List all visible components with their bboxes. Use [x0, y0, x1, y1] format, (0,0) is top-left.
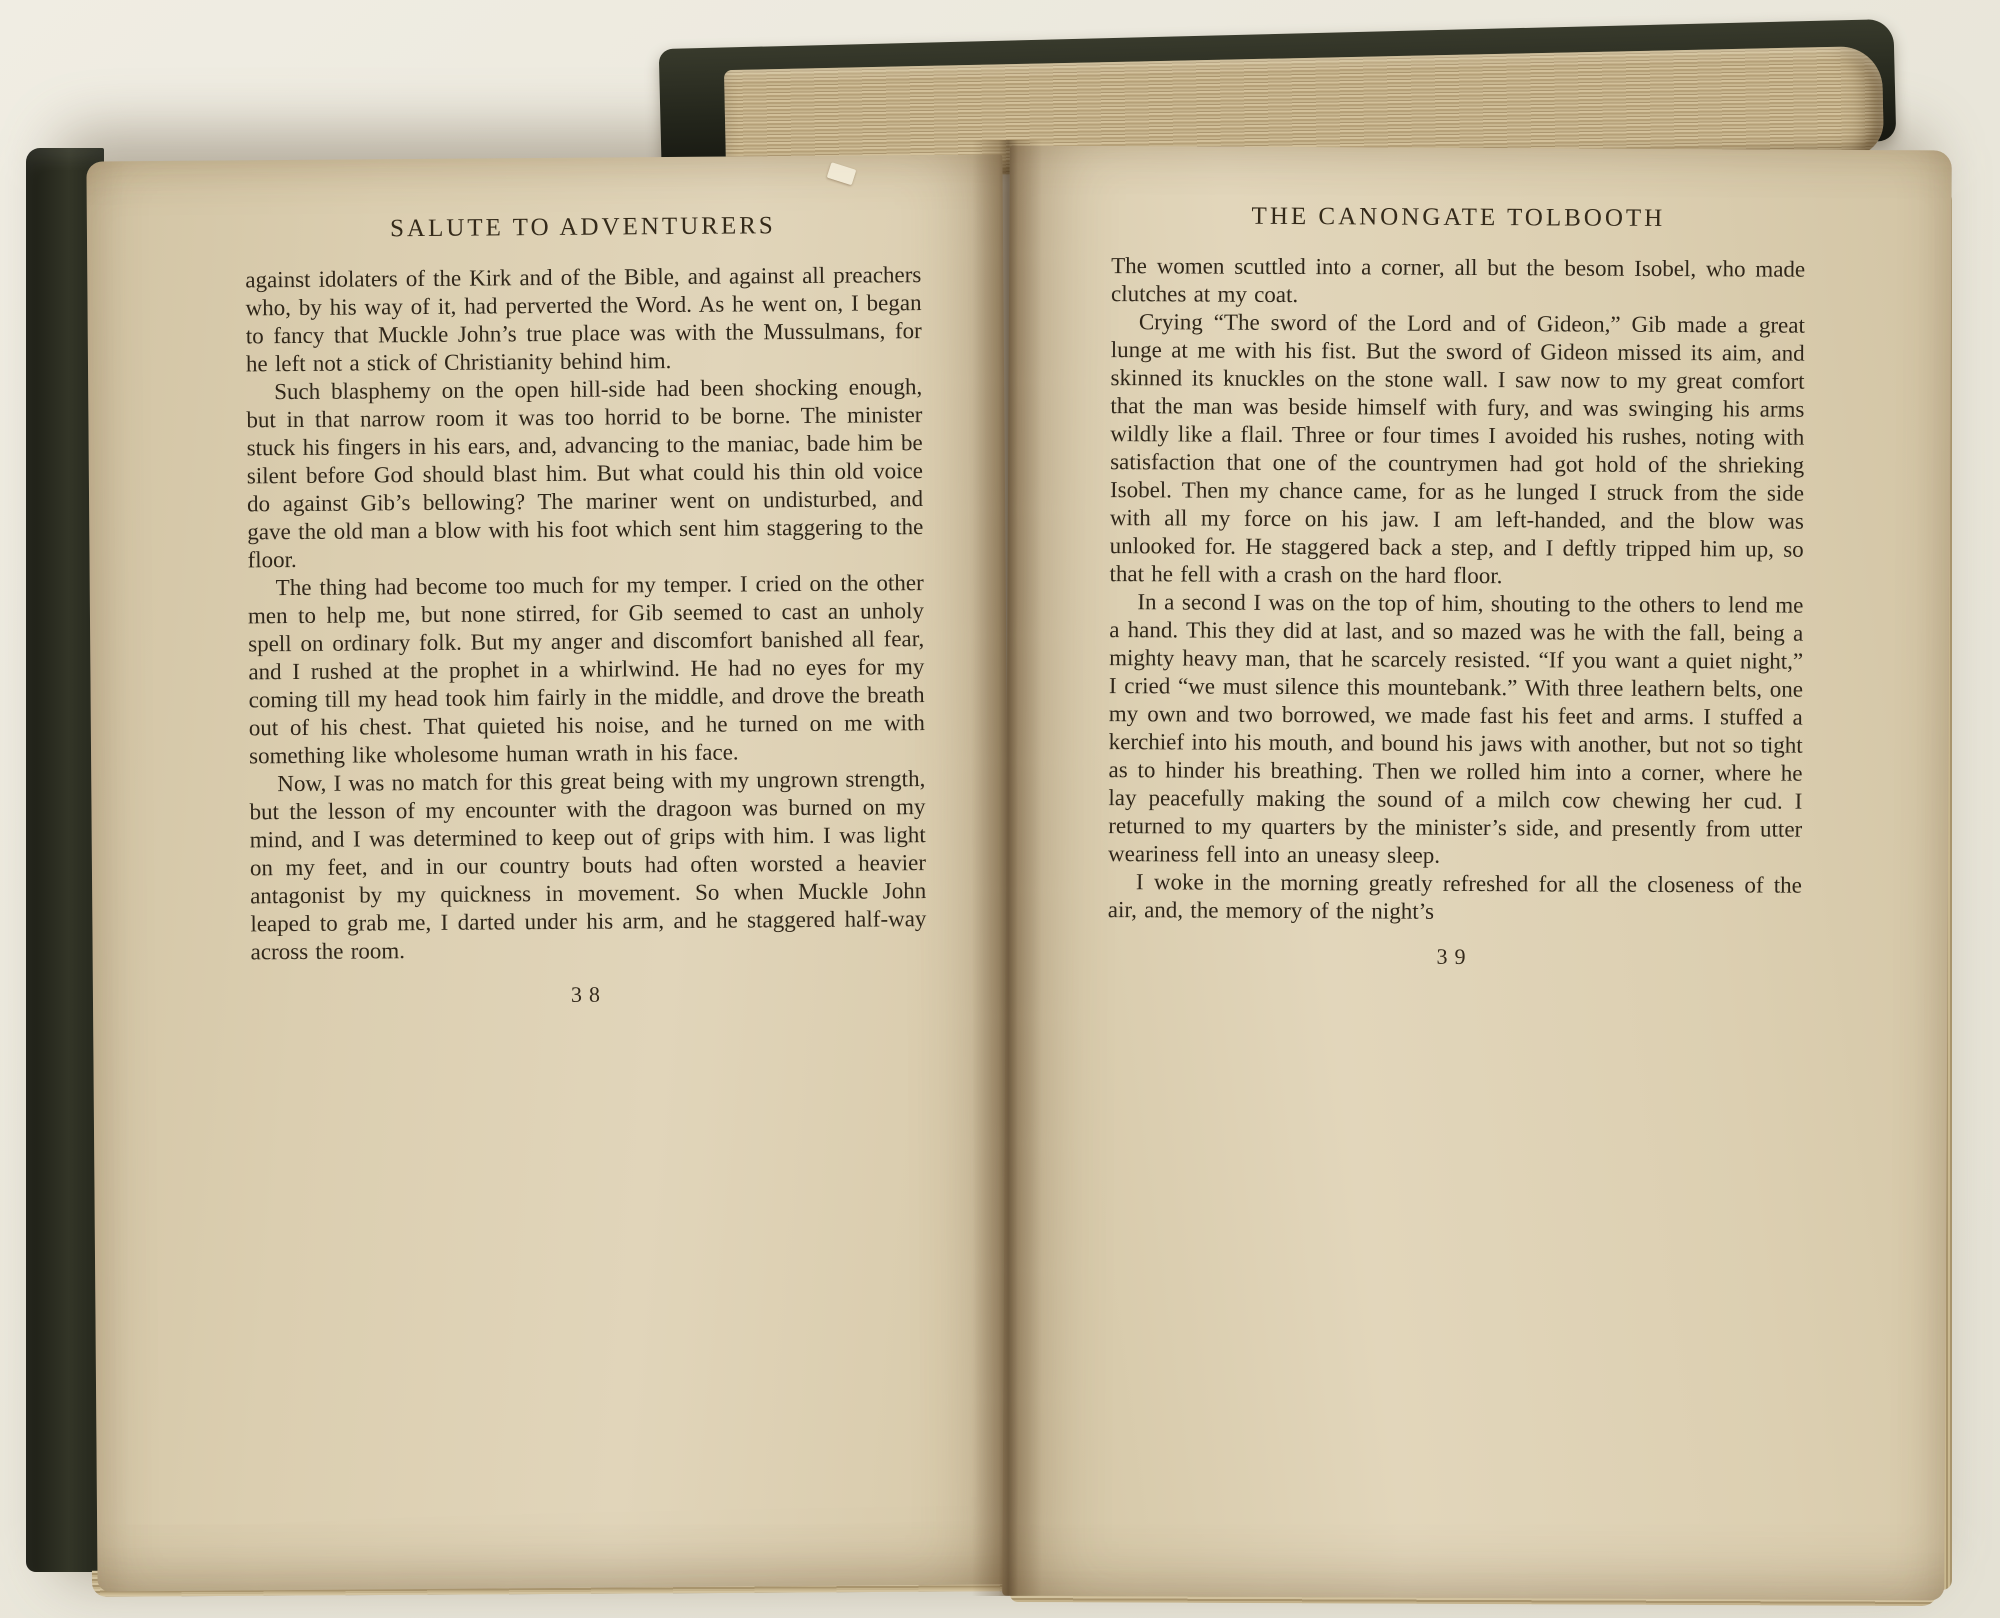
right-running-head: THE CANONGATE TOLBOOTH [1251, 202, 1666, 232]
paragraph: The thing had become too much for my temper. I cried on the other men to help me, but none stirred, for Gib seemed to cast an unholy spell on ordinary folk. But my anger and discomfort banished all fear, and I rushed at the prophet in a whirlwind. He had no eyes for my coming till my head took him fairly in the middle, and drove the breath out of his chest. That quieted his noise, and he turned on me with something like wholesome human wrath in his face. [247, 570, 925, 769]
right-page [1002, 146, 1952, 1601]
paragraph: Now, I was no match for this great being with my ungrown strength, but the lesson of my encounter with the dragoon was burned on my mind, and I was determined to keep out of grips with him. I was light on my feet, and in our country bouts had often worsted a heavier antagonist by my quickness in movement. So when Muckle John leaped to grab me, I darted under his arm, and he staggered half-way across the room. [249, 766, 927, 965]
paragraph: The women scuttled into a corner, all but the besom Isobel, who made clutches at my coat. [1110, 253, 1806, 308]
paragraph: I woke in the morning greatly refreshed for all the closeness of the air, and, the memory of the night’s [1107, 869, 1803, 924]
paragraph: Such blasphemy on the open hill-side had been shocking enough, but in that narrow room it was too horrid to be borne. The minister stuck his fingers in his ears, and, advancing to the maniac, bade him be silent before God should blast him. But what could his thin old voice do against Gib’s bellowing? The mariner went on undisturbed, and gave the old man a blow with his foot which sent him staggering to the floor. [246, 374, 924, 573]
left-page [86, 154, 1013, 1591]
right-page-content [1107, 202, 1805, 972]
paragraph: Crying “The sword of the Lord and of Gideon,” Gib made a great lunge at me with his fist. But the sword of Gideon missed its aim, and skinned its knuckles on the stone wall. I saw now to my great comfort that the man was beside himself with fury, and was swinging his arms wildly like a flail. Three or four times I avoided his rushes, noting with satisfaction that one of the countrymen had got hold of the shrieking Isobel. Then my chance came, for as he lunged I struck from the side with all my force on his jaw. I am left-handed, and the blow was unlooked for. He staggered back a step, and I deftly tripped him up, so that he fell with a crash on the hard floor. [1109, 309, 1805, 589]
left-page-content [245, 211, 927, 1010]
right-page-number: 39 [1436, 943, 1473, 969]
paragraph: against idolaters of the Kirk and of the Bible, and against all preachers who, by his way of it, had perverted the Word. As he went on, I began to fancy that Muckle John’s true place was with the Mussulmans, for he left not a stick of Christianity behind him. [245, 262, 922, 377]
page-crease-mark [827, 162, 857, 185]
paragraph: In a second I was on the top of him, shouting to the others to lend me a hand. This they did at last, and so mazed was he with the fall, being a mighty heavy man, that he scarcely resisted. “If you want a quiet night,” I cried “we must silence this mountebank.” With three leathern belts, one my own and two borrowed, we made fast his feet and arms. I stuffed a kerchief into his mouth, and bound his jaws with another, but not so tight as to hinder his breathing. Then we rolled him into a corner, where he lay peacefully making the sound of a milch cow chewing her cud. I returned to my quarters by the minister’s side, and presently from utter weariness fell into an uneasy sleep. [1108, 589, 1804, 868]
left-running-head: SALUTE TO ADVENTURERS [389, 212, 776, 243]
left-page-number: 38 [570, 981, 608, 1007]
